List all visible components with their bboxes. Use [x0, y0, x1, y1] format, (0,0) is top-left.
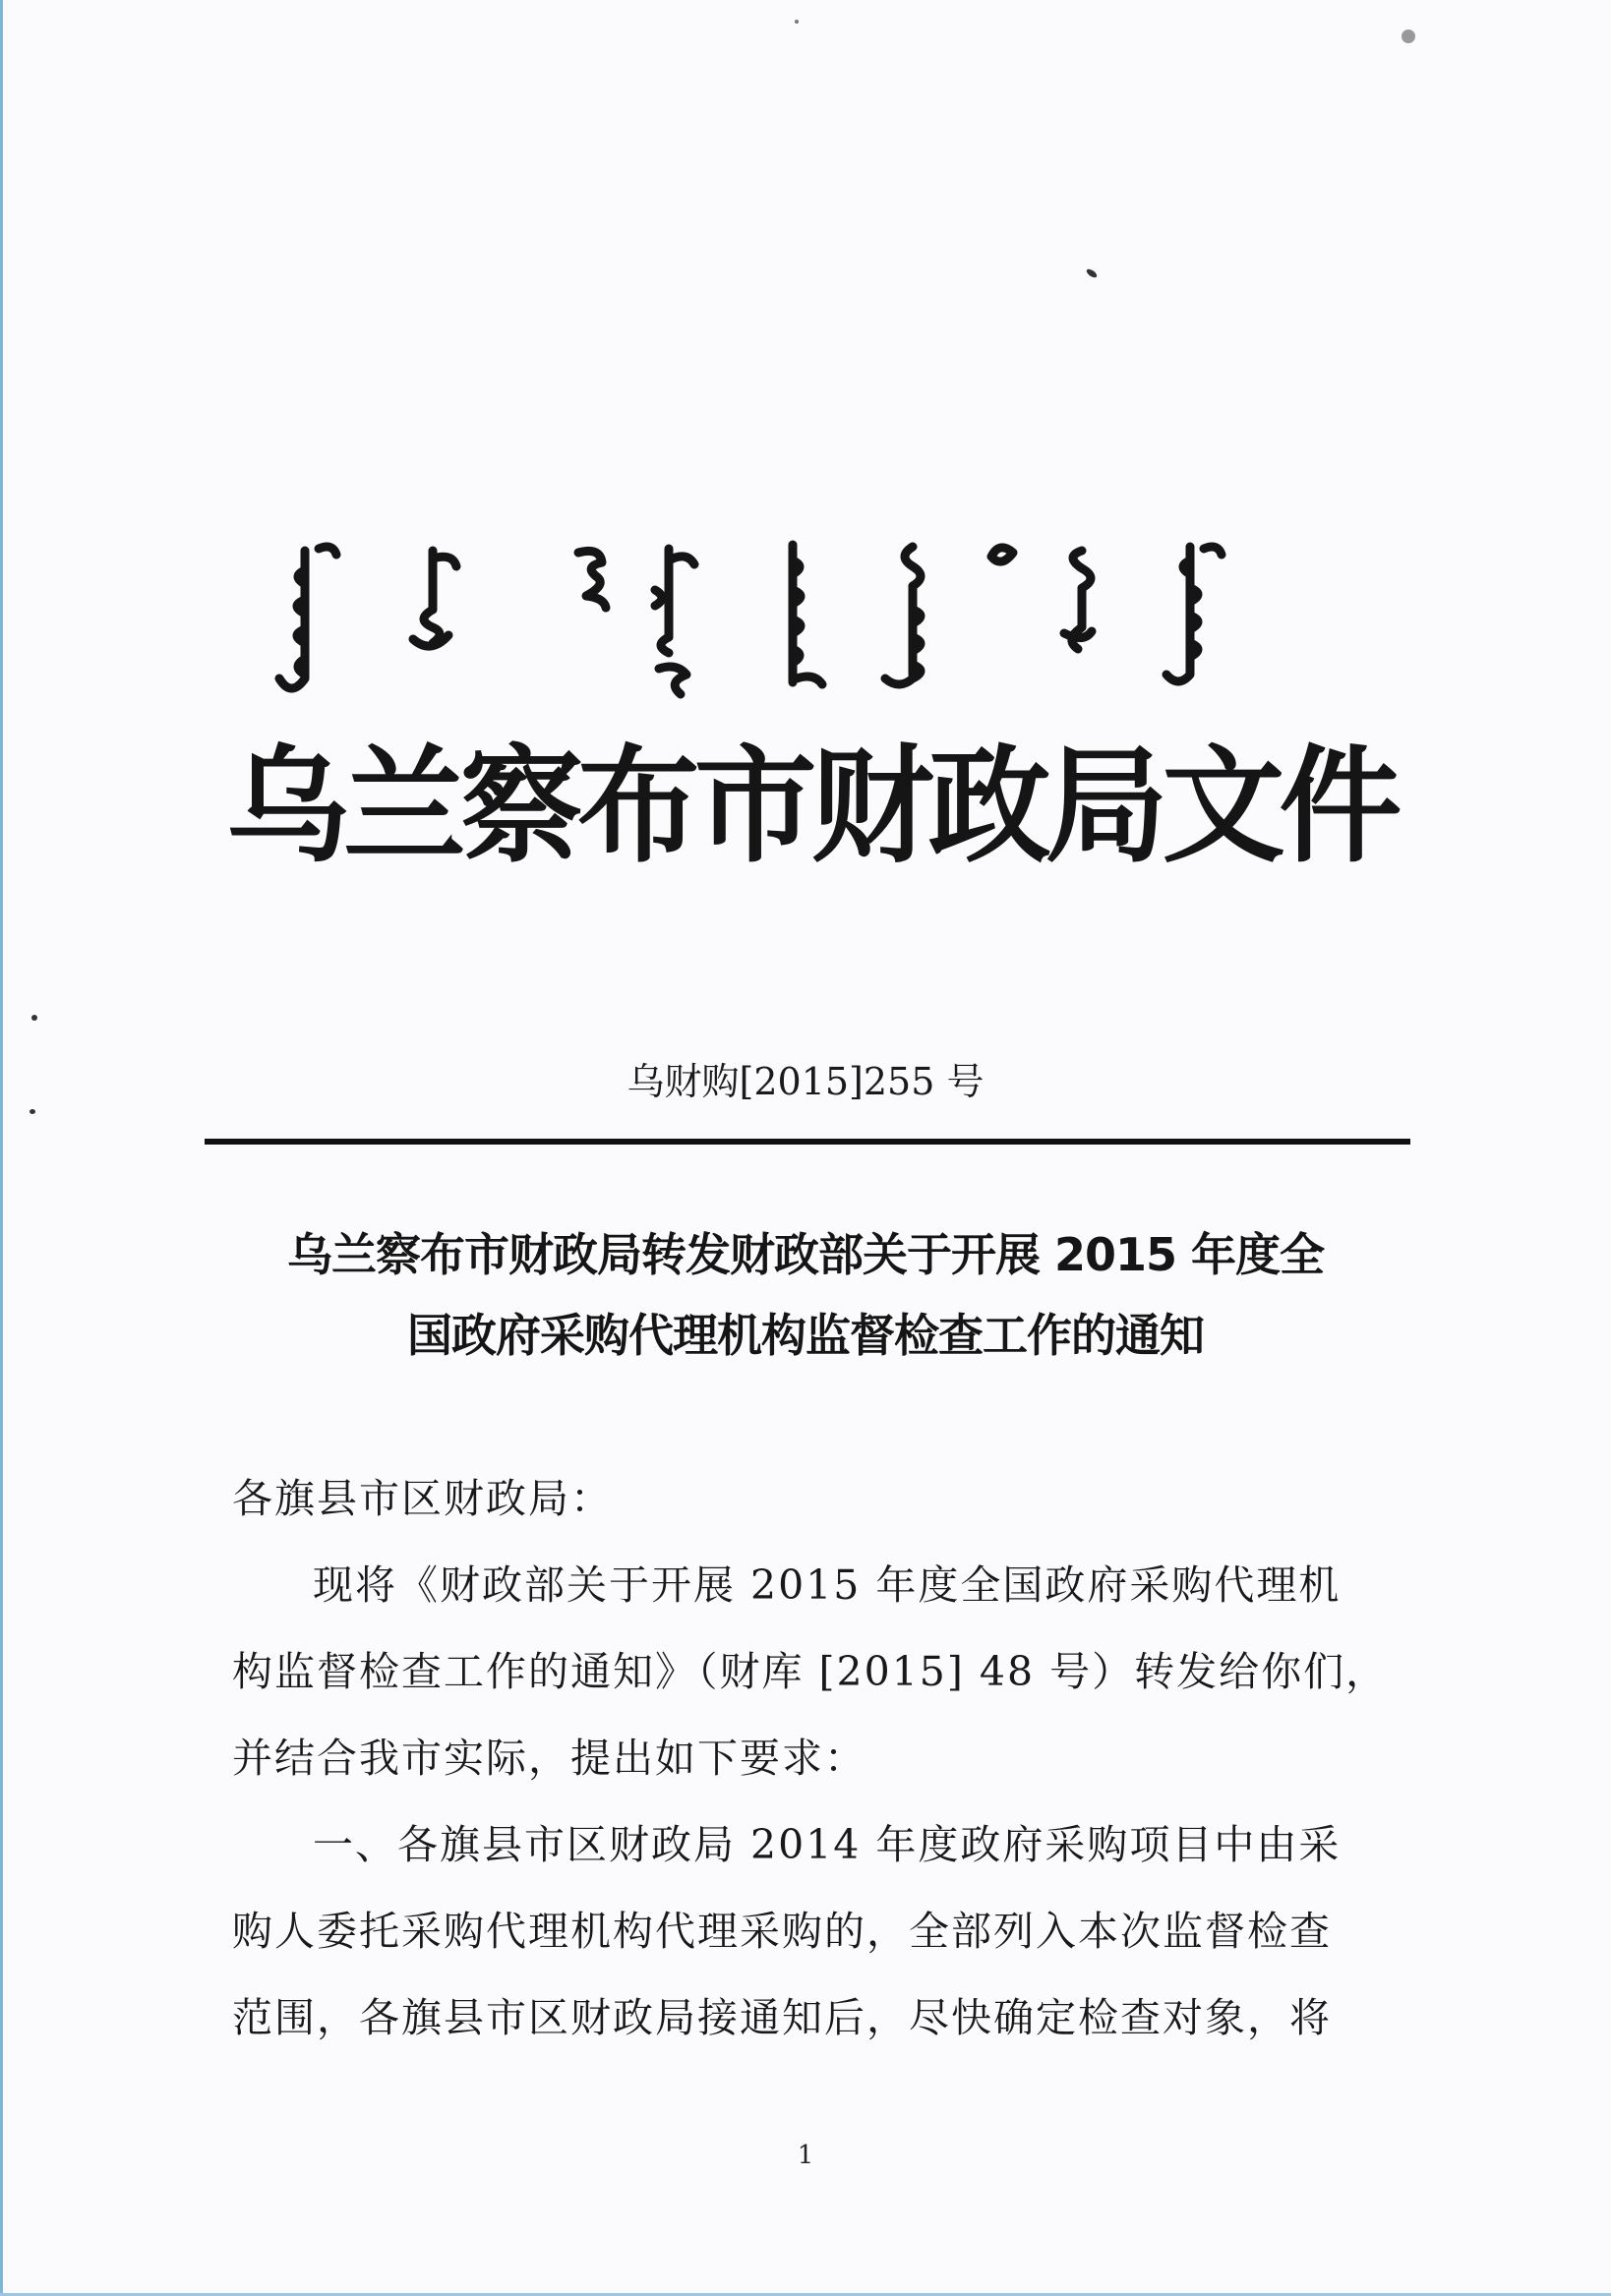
paragraph-line: 构监督检查工作的通知》（财库 [2015] 48 号）转发给你们， [232, 1648, 1389, 1695]
paragraph-line: 并结合我市实际，提出如下要求： [232, 1735, 866, 1782]
body-paragraph [232, 1801, 1379, 2061]
document-body [232, 1455, 1389, 2061]
body-paragraph [232, 1542, 1389, 1801]
paragraph-line: 范围，各旗县市区财政局接通知后，尽快确定检查对象，将 [232, 1994, 1332, 2041]
paragraph-line: 购人委托采购代理机构代理采购的，全部列入本次监督检查 [232, 1908, 1332, 1955]
document-number: 乌财购[2015]255 号 [626, 1060, 984, 1103]
notice-title [0, 1214, 1611, 1376]
scan-speck [1085, 267, 1098, 279]
notice-title-line: 乌兰察布市财政局转发财政部关于开展 2015 年度全 [286, 1228, 1325, 1281]
scan-speck [31, 1015, 37, 1021]
issuing-authority-title: 乌兰察布市财政局文件 [226, 733, 1397, 880]
page-number: 1 [797, 2141, 814, 2170]
scan-speck [795, 20, 799, 24]
scan-edge-left [0, 0, 3, 2296]
header-divider-line [205, 1139, 1410, 1145]
paragraph-line: 现将《财政部关于开展 2015 年度全国政府采购代理机 [313, 1561, 1342, 1609]
paragraph-line: 一、各旗县市区财政局 2014 年度政府采购项目中由采 [313, 1821, 1342, 1868]
scan-speck [1402, 29, 1415, 43]
notice-title-line: 国政府采购代理机构监督检查工作的通知 [407, 1309, 1204, 1362]
mongolian-script-header [266, 531, 1338, 703]
salutation: 各旗县市区财政局： [232, 1475, 613, 1522]
